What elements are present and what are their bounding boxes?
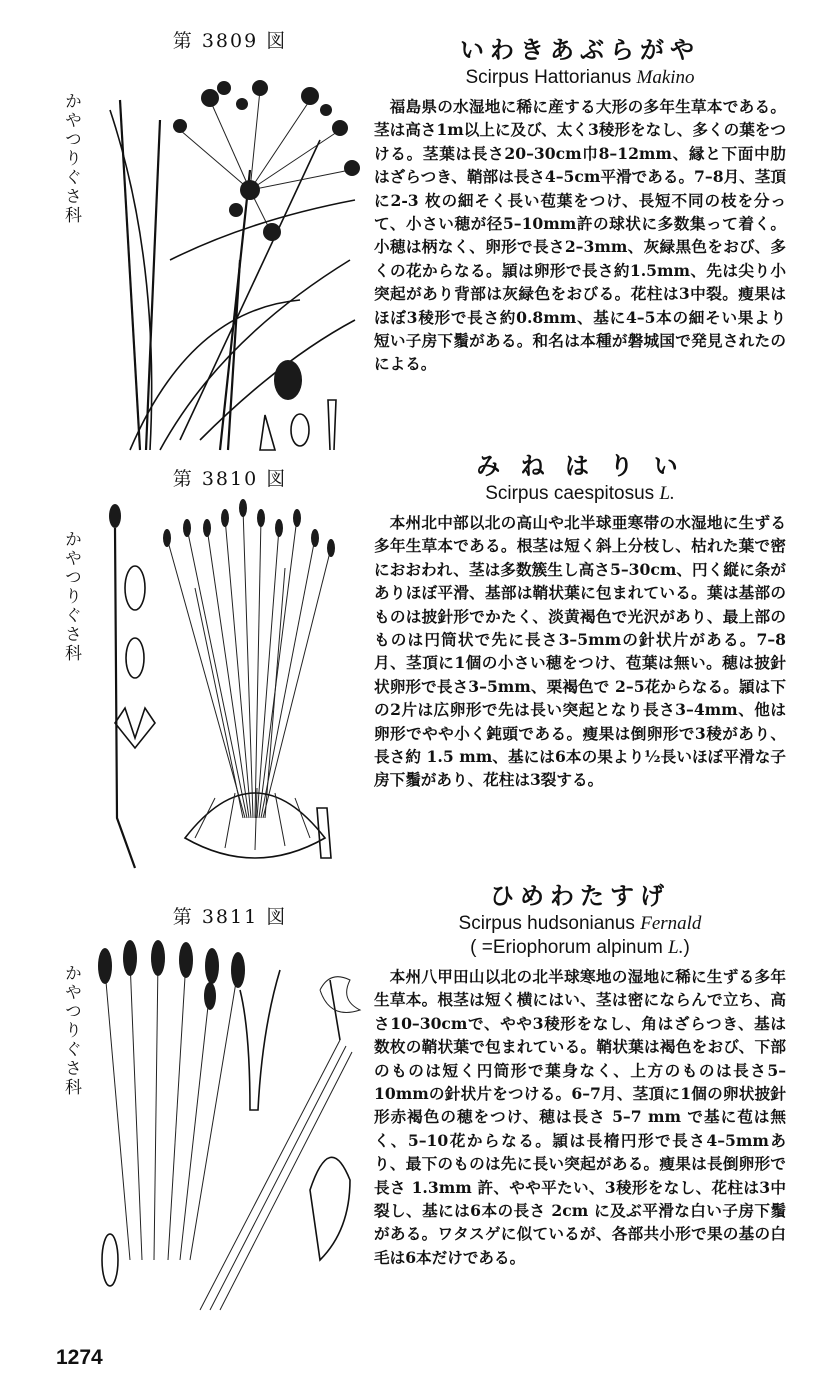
description: 本州八甲田山以北の北半球寒地の湿地に稀に生ずる多年生草本。根茎は短く横にはい、茎は密にならんで立ち、高さ10–30cmで、やや3稜形をなし、角はざらつき、基は数枚の鞘状葉で包まれている。鞘状葉は褐色をおび、下部のものは短く円筒形で葉身なく、上方のものは長さ5–10mmの針状片をつける。6–7月、茎頂に1個の卵状披針形赤褐色の穂をつけ、穂は長さ 5–7 mm で基に苞は無く、5–10花からなる。頴は長楕円形で長さ4–5mmあり、最下のものは先に長い突起がある。瘦果は長倒卵形で長さ 1.3mm 許、やや平たい、3稜形をなし、花柱は3中裂し、基には6本の長さ 2cm に及ぶ平滑な白い子房下鬚がある。ワタスゲに似ているが、各部共小形で果の基の白毛は6本だけである。	[374, 967, 786, 1267]
figure-label: 第 3810 図	[172, 468, 288, 490]
family-label: かやつりぐさ科	[61, 92, 81, 225]
family-label: かやつりぐさ科	[61, 530, 81, 663]
plant-illustration-himewatasuge	[90, 930, 370, 1320]
family-label: かやつりぐさ科	[61, 964, 81, 1097]
plant-illustration-minehari	[95, 498, 370, 883]
figure-label: 第 3811 図	[172, 906, 288, 928]
species-entry	[374, 876, 786, 1269]
japanese-name: ひめわたすげ	[490, 882, 670, 910]
scientific-name: Scirpus hudsonianus Fernald	[458, 913, 702, 934]
scientific-name: Scirpus caespitosus L.	[485, 483, 675, 504]
page-number: 1274	[56, 1346, 103, 1369]
japanese-name: み ね は り い	[476, 452, 684, 480]
plant-illustration-iwakiaburagaya	[100, 60, 370, 460]
species-entry	[374, 30, 786, 376]
description: 本州北中部以北の高山や北半球亜寒帯の水湿地に生ずる多年生草本である。根茎は短く斜上分枝し、枯れた葉で密におおわれ、茎は多数簇生し高さ5–30cm、円く縦に条がありほぼ平滑、基部は鞘状葉に包まれている。葉は基部のものは披針形でかたく、淡黄褐色で光沢があり、最上部のものは円筒状で先に長さ3–5mmの針状片がある。7–8月、茎頂に1個の小さい穂をつけ、苞葉は無い。穂は披針状卵形で長さ3–5mm、栗褐色で 2–5花からなる。頴は下の2片は広卵形で先は長い突起となり長さ3–4mm、他は卵形でやや小く鈍頭である。瘦果は倒卵形で3稜があり、長さ約 1.5 mm、基には6本の果より½長いほぼ平滑な子房下鬚があり、花柱は3裂する。	[374, 513, 786, 790]
species-entry	[374, 446, 786, 792]
synonym: ( =Eriophorum alpinum L.)	[470, 937, 690, 958]
japanese-name: いわきあぶらがや	[460, 36, 700, 64]
figure-label: 第 3809 図	[172, 30, 288, 52]
scientific-name: Scirpus Hattorianus Makino	[465, 67, 695, 88]
description: 福島県の水湿地に稀に産する大形の多年生草本である。茎は高さ1m以上に及び、太く3稜形をなし、多くの葉をつける。茎葉は長さ20–30cm巾8–12mm、縁と下面中肋はざらつき、鞘部は長さ4–5cm平滑である。7–8月、茎頂に2-3 枚の細そく長い苞葉をつけ、長短不同の枝を分って、小さい穂が径5–10mm許の球状に多数集って着く。小穂は柄なく、卵形で長さ2–3mm、灰緑黒色をおび、多くの花からなる。頴は卵形で長さ約1.5mm、先は尖り小突起があり背部は灰緑色をおびる。花柱は3中裂。瘦果はほぼ3稜形で長さ約0.8mm、基に4–5本の細そい果より短い子房下鬚がある。和名は本種が磐城国で発見されたのによる。	[374, 97, 786, 374]
